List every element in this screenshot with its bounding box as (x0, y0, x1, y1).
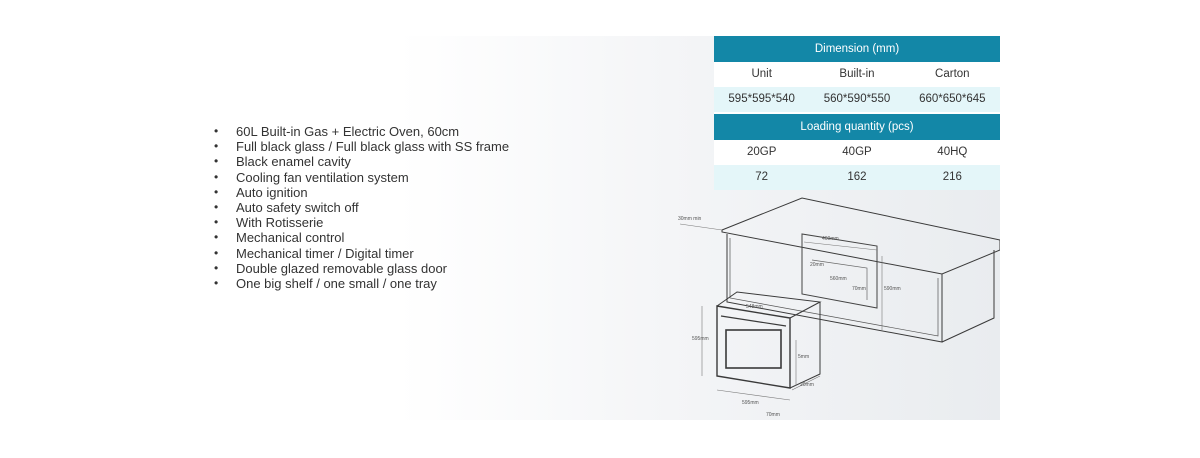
oven-niche (802, 234, 877, 308)
cabinet-outline (722, 198, 1000, 274)
feature-item: • 60L Built-in Gas + Electric Oven, 60cm (214, 124, 509, 139)
feature-item: • Double glazed removable glass door (214, 261, 509, 276)
feature-item: • Mechanical control (214, 230, 509, 245)
dimension-header-cell: Built-in (839, 68, 875, 80)
dimension-label: 20mm (800, 382, 814, 388)
dimension-label: 460mm (822, 236, 839, 242)
loading-value-row (714, 165, 1000, 190)
loading-header-cell: 40GP (842, 146, 872, 158)
feature-list (214, 124, 509, 291)
cabinet-front (727, 234, 942, 342)
loading-value-cell: 72 (755, 171, 769, 183)
feature-item: • With Rotisserie (214, 215, 509, 230)
oven-window (726, 330, 781, 368)
feature-item: • Full black glass / Full black glass with SS frame (214, 139, 509, 154)
installation-drawing (672, 190, 1000, 420)
dimension-label: 30mm min (678, 216, 702, 222)
dimension-label: 70mm (766, 412, 780, 418)
dimension-header-cell: Carton (935, 68, 970, 80)
dimension-value-cell: 595*595*540 (728, 93, 795, 105)
feature-item: • Mechanical timer / Digital timer (214, 246, 509, 261)
loading-header-row (714, 140, 1000, 165)
feature-item: • Black enamel cavity (214, 154, 509, 169)
feature-item: • Auto safety switch off (214, 200, 509, 215)
loading-header-cell: 20GP (746, 146, 777, 158)
dimension-label: 595mm (742, 400, 759, 406)
dimension-title: Dimension (mm) (714, 36, 1000, 62)
dimension-label: 590mm (884, 286, 901, 292)
loading-title: Loading quantity (pcs) (714, 114, 1000, 140)
oven-body (717, 306, 790, 388)
dimension-value-cell: 660*650*645 (919, 93, 986, 105)
feature-item: • Cooling fan ventilation system (214, 170, 509, 185)
loading-value-cell: 162 (847, 171, 867, 183)
dimension-label: 548mm (746, 304, 763, 310)
feature-item: • Auto ignition (214, 185, 509, 200)
dimension-header-cell: Unit (751, 68, 772, 80)
loading-value-cell: 216 (942, 171, 962, 183)
dimension-label: 560mm (830, 276, 847, 282)
dimension-header-row (714, 62, 1000, 87)
dimension-value-row (714, 87, 1000, 112)
dimension-label: 20mm (810, 262, 824, 268)
loading-header-cell: 40HQ (937, 146, 968, 158)
spec-table (714, 36, 1000, 190)
dimension-label: 70mm (852, 286, 866, 292)
dimension-label: 595mm (692, 336, 709, 342)
feature-item: • One big shelf / one small / one tray (214, 276, 509, 291)
dimension-label: 5mm (798, 354, 810, 360)
dimension-value-cell: 560*590*550 (823, 93, 891, 105)
